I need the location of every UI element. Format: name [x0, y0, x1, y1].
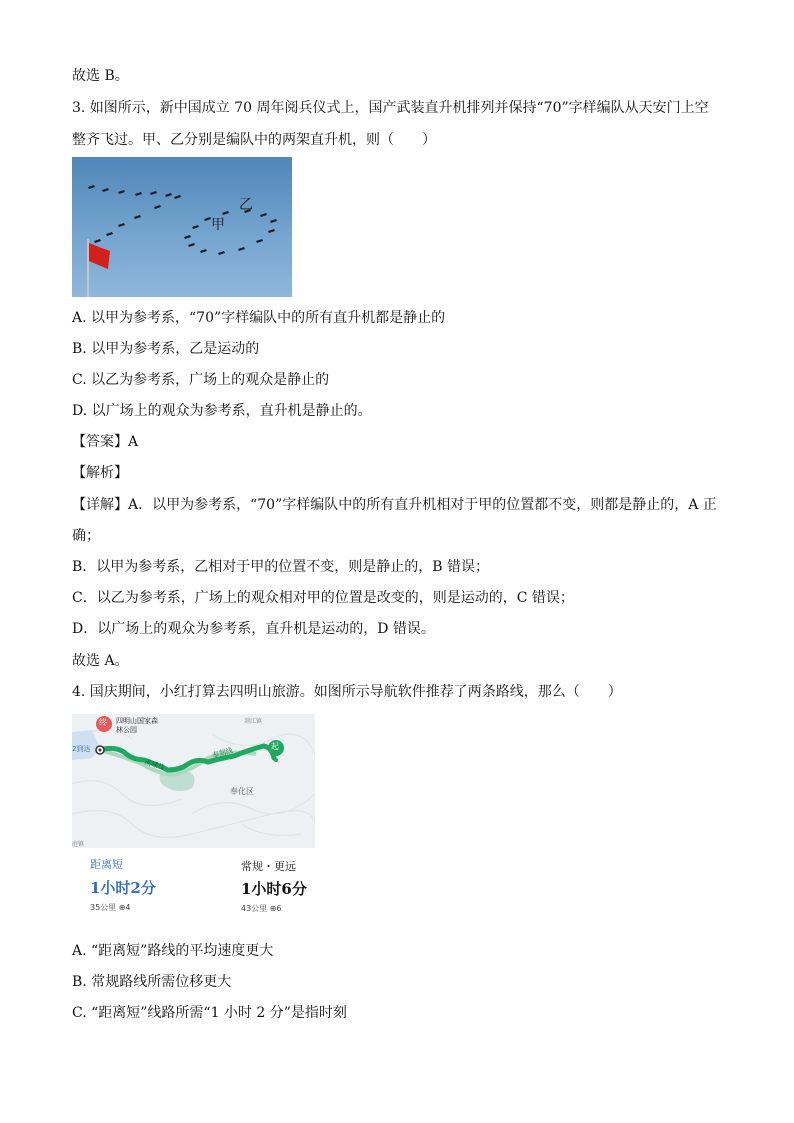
town-label-top: 剡江镇: [244, 718, 263, 725]
helicopter-formation-photo: [72, 157, 292, 297]
route-name-short: 距离短: [90, 858, 123, 871]
town-label-bottom: 庭镇: [72, 841, 85, 848]
route-meta-regular: 43公里 ⊕6: [241, 904, 282, 913]
question-3-line-2: 整齐飞过。甲、乙分别是编队中的两架直升机，则（ ）: [72, 132, 436, 148]
detail-line-b: B．以甲为参考系，乙相对于甲的位置不变，则是静止的，B 错误；: [72, 559, 490, 575]
end-badge-text: 终: [99, 718, 107, 727]
route-card-short[interactable]: [90, 858, 156, 914]
q4-option-b: B. 常规路线所需位移更大: [72, 974, 232, 990]
question-3-line-1: 3. 如图所示，新中国成立 70 周年阅兵仪式上，国产武装直升机排列并保持“70”字样编队从天安门上空: [72, 100, 709, 116]
detail-line-2: 确；: [72, 528, 100, 544]
start-pin-dot: [274, 758, 278, 762]
q4-option-c: C. “距离短”线路所需“1 小时 2 分”是指时刻: [72, 1005, 347, 1021]
route-meta-short: 35公里 ⊕4: [90, 903, 131, 912]
route-time-short: 1小时2分: [90, 879, 156, 897]
route-time-regular: 1小时6分: [241, 880, 307, 898]
destination-name-line-1: 四明山国家森: [116, 717, 158, 725]
q4-option-a: A. “距离短”路线的平均速度更大: [72, 943, 274, 959]
detail-line-1: 【详解】A．以甲为参考系，“70”字样编队中的所有直升机相对于甲的位置都不变，则都是静止的，A 正: [72, 497, 717, 513]
analysis-label: 【解析】: [72, 465, 128, 481]
route-card-regular[interactable]: [241, 860, 307, 915]
question-4-line: 4. 国庆期间，小红打算去四明山旅游。如图所示导航软件推荐了两条路线，那么（ ）: [72, 684, 622, 700]
final-answer-line: 故选 A。: [72, 653, 129, 669]
road-label-2: 奉剡线: [211, 746, 234, 760]
map-graphic: [72, 714, 315, 848]
answer-label: 【答案】A: [72, 434, 139, 450]
option-c: C. 以乙为参考系，广场上的观众是静止的: [72, 372, 330, 388]
destination-name-line-2: 林公园: [116, 726, 137, 734]
navigation-map: [72, 714, 315, 848]
helicopter-formation-graphic: [72, 157, 292, 297]
detail-line-c: C．以乙为参考系，广场上的观众相对甲的位置是改变的，则是运动的，C 错误；: [72, 590, 574, 606]
flag: [89, 243, 110, 269]
origin-dot-center: [99, 749, 102, 752]
start-badge-text: 起: [271, 742, 279, 751]
prev-answer-line: 故选 B。: [72, 68, 129, 84]
district-label: 奉化区: [230, 787, 254, 796]
arrived-label: 2到达: [72, 745, 91, 753]
option-b: B. 以甲为参考系，乙是运动的: [72, 341, 260, 357]
helicopter-group-seven: [88, 185, 181, 243]
label-jia: 甲: [211, 217, 225, 233]
option-d: D. 以广场上的观众为参考系，直升机是静止的。: [72, 403, 372, 419]
detail-line-d: D．以广场上的观众为参考系，直升机是运动的，D 错误。: [72, 621, 435, 637]
label-yi: 乙: [239, 197, 253, 213]
route-name-regular: 常规・更远: [241, 860, 296, 873]
helicopter-group-zero: [184, 209, 277, 255]
option-a: A. 以甲为参考系，“70”字样编队中的所有直升机都是静止的: [72, 310, 446, 326]
road-label-1: 溪嵊线: [143, 757, 166, 773]
